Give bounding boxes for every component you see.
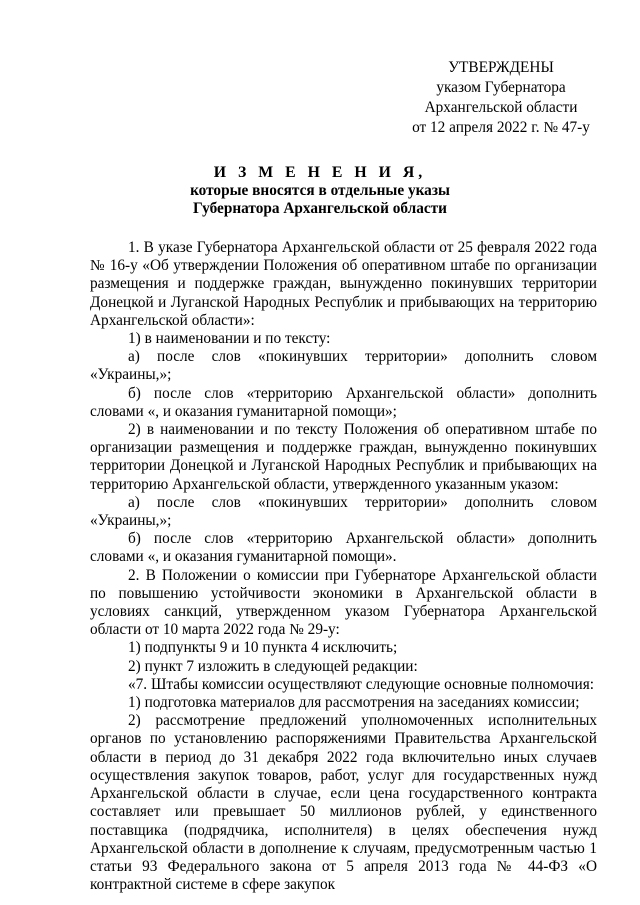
paragraph-subitem-1-2-b: б) после слов «территорию Архангельской области» дополнить словами «, и оказания гуманитарной помощи». <box>90 530 597 566</box>
approval-status: УТВЕРЖДЕНЫ <box>448 59 554 76</box>
title-heading: И З М Е Н Е Н И Я, <box>213 164 427 181</box>
paragraph-subitem-2-1: 1) подпункты 9 и 10 пункта 4 исключить; <box>128 639 398 657</box>
title-line-2: Губернатора Архангельской области <box>193 200 447 217</box>
title-line-1: которые вносятся в отдельные указы <box>190 182 450 199</box>
paragraph-clause-7: «7. Штабы комиссии осуществляют следующие основные полномочия: <box>128 675 595 693</box>
paragraph-clause-7-1: 1) подготовка материалов для рассмотрения на заседаниях комиссии; <box>128 694 580 712</box>
paragraph-item-2: 2. В Положении о комиссии при Губернаторе Архангельской области по повышению устойчивости экономики в Архангельской области в условиях санкций, утвержденном указом Губернатора Архангельской области от 10 марта 2022 года № 29-у: <box>90 566 597 639</box>
paragraph-subitem-2-2: 2) пункт 7 изложить в следующей редакции: <box>128 657 418 675</box>
paragraph-clause-7-2: 2) рассмотрение предложений уполномоченных исполнительных органов по установлению распоряжениями Правительства Архангельской области в период до 31 декабря 2022 года включительно иных случаев осуществления закупок товаров, работ, услуг для государственных нужд Архангельской области в случае, если цена государственного контракта составляет или превышает 50 миллионов рублей, у единственного поставщика (подрядчика, исполнителя) в целях обеспечения нужд Архангельской области в дополнение к случаям, предусмотренным частью 1 статьи 93 Федерального закона от 5 апреля 2013 года № 44-ФЗ «О контрактной системе в сфере закупок <box>90 712 597 894</box>
paragraph-item-1: 1. В указе Губернатора Архангельской области от 25 февраля 2022 года № 16-у «Об утверждении Положения об оперативном штабе по организации размещения и поддержке граждан, вынужденно покинувших территории Донецкой и Луганской Народных Республик и прибывающих на территорию Архангельской области»: <box>90 239 597 329</box>
paragraph-subitem-1-2: 2) в наименовании и по тексту Положения об оперативном штабе по организации размещения и поддержке граждан, вынужденно покинувших территории Донецкой и Луганской Народных Республик и прибывающих на территорию Архангельской области, утвержденного указанным указом: <box>90 421 597 493</box>
paragraph-subitem-1-1: 1) в наименовании и по тексту: <box>128 330 331 348</box>
paragraph-subitem-1-1-a: а) после слов «покинувших территории» дополнить словом «Украины,»; <box>90 348 597 384</box>
approval-date-number: от 12 апреля 2022 г. № 47-у <box>412 119 590 136</box>
approval-decree: указом Губернатора <box>436 79 566 96</box>
paragraph-subitem-1-2-a: а) после слов «покинувших территории» дополнить словом «Украины,»; <box>90 493 597 530</box>
paragraph-subitem-1-1-b: б) после слов «территорию Архангельской области» дополнить словами «, и оказания гуманитарной помощи»; <box>90 384 597 420</box>
approval-stamp <box>396 58 606 138</box>
document-body <box>90 239 597 894</box>
approval-region: Архангельской области <box>424 99 578 116</box>
document-title <box>0 163 640 218</box>
